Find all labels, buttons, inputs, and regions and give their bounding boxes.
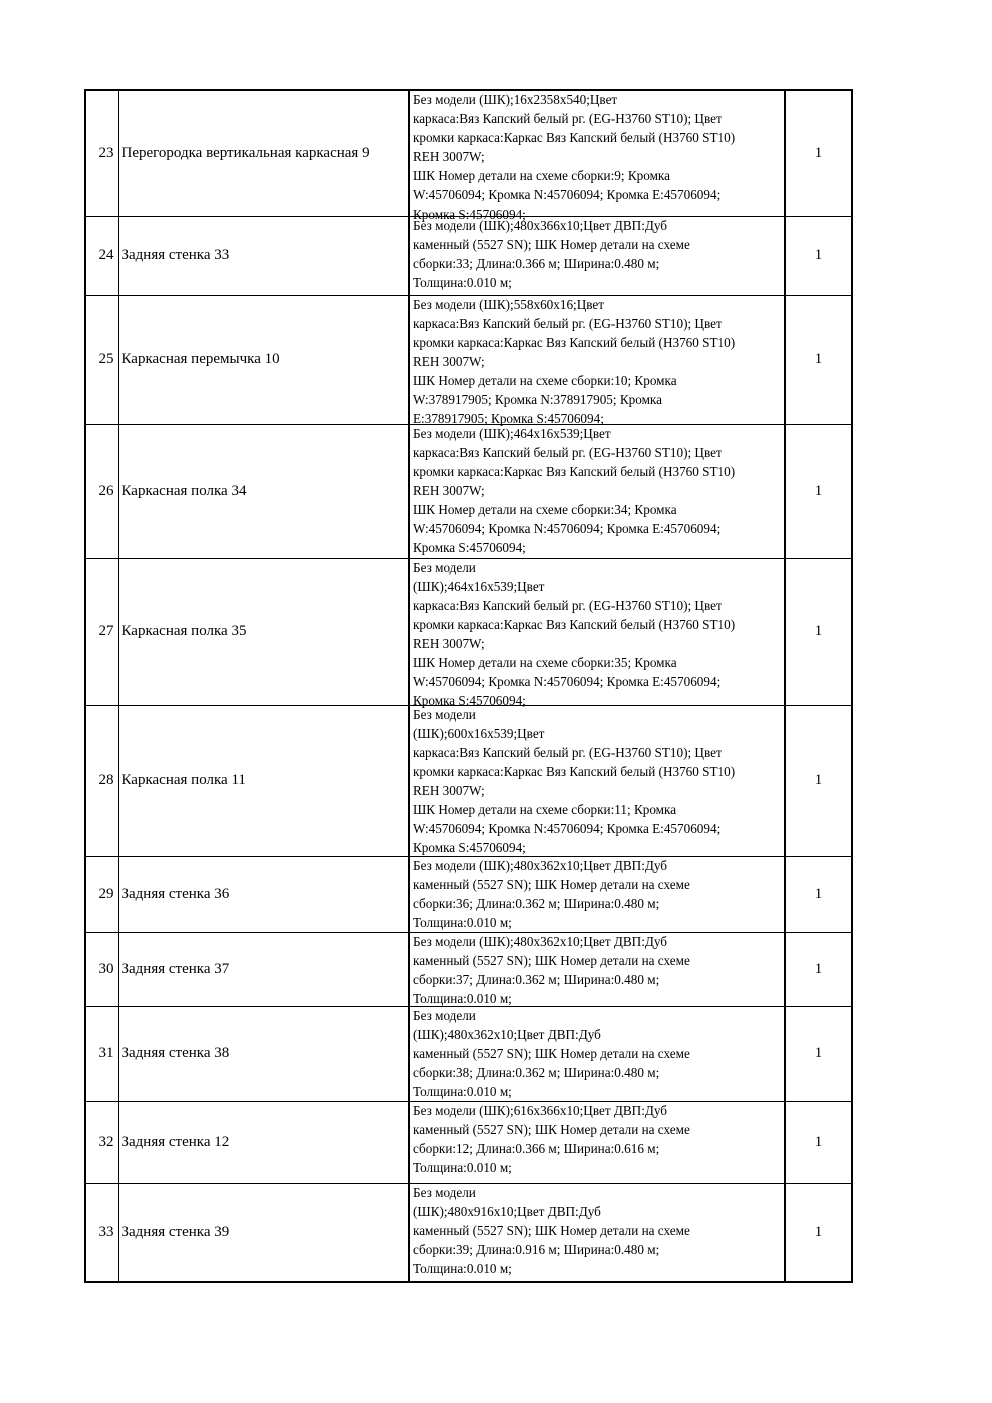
row-number: 32 [85, 1101, 118, 1183]
part-quantity: 1 [785, 705, 852, 856]
part-name: Каркасная перемычка 10 [118, 295, 409, 424]
table-row [85, 1183, 852, 1282]
table-row [85, 1006, 852, 1101]
part-quantity: 1 [785, 1183, 852, 1282]
part-description-cell [409, 90, 785, 222]
part-description-cell [409, 1183, 785, 1282]
part-name: Задняя стенка 12 [118, 1101, 409, 1183]
table-row [85, 424, 852, 558]
part-description-cell [409, 856, 785, 932]
part-description: Без модели (ШК);558x60x16;Цвет каркаса:Вяз Капский белый рг. (EG-H3760 ST10); Цвет кромки каркаса:Каркас Вяз Капский белый (H3760 ST10) REH 3007W; ШК Номер детали на схеме сборки:10; Кромка W:378917905; Кромка N:378917905; Кромка E:378917905; Кромка S:45706094; [413, 296, 736, 427]
part-name: Задняя стенка 38 [118, 1006, 409, 1101]
part-quantity: 1 [785, 856, 852, 932]
part-name: Задняя стенка 36 [118, 856, 409, 932]
part-name: Задняя стенка 37 [118, 932, 409, 1006]
part-description: Без модели (ШК);600x16x539;Цвет каркаса:Вяз Капский белый рг. (EG-H3760 ST10); Цвет кромки каркаса:Каркас Вяз Капский белый (H3760 ST10) REH 3007W; ШК Номер детали на схеме сборки:11; Кромка W:45706094; Кромка N:45706094; Кромка E:45706094; Кромка S:45706094; [413, 706, 736, 856]
part-description: Без модели (ШК);464x16x539;Цвет каркаса:Вяз Капский белый рг. (EG-H3760 ST10); Цвет кромки каркаса:Каркас Вяз Капский белый (H3760 ST10) REH 3007W; ШК Номер детали на схеме сборки:34; Кромка W:45706094; Кромка N:45706094; Кромка E:45706094; Кромка S:45706094; [413, 425, 736, 556]
part-name: Каркасная полка 11 [118, 705, 409, 856]
row-number: 27 [85, 558, 118, 705]
part-quantity: 1 [785, 1006, 852, 1101]
parts-table-body [85, 90, 852, 1282]
row-number: 23 [85, 90, 118, 216]
part-description-cell [409, 295, 785, 427]
part-description-cell [409, 558, 785, 709]
part-name: Каркасная полка 34 [118, 424, 409, 558]
part-description-cell [409, 1101, 785, 1183]
part-description-cell [409, 216, 785, 295]
part-quantity: 1 [785, 216, 852, 295]
part-description: Без модели (ШК);480x362x10;Цвет ДВП:Дуб каменный (5527 SN); ШК Номер детали на схеме сборки:37; Длина:0.362 м; Ширина:0.480 м; Толщина:0.010 м; [413, 933, 690, 1006]
part-description: Без модели (ШК);480x362x10;Цвет ДВП:Дуб каменный (5527 SN); ШК Номер детали на схеме сборки:36; Длина:0.362 м; Ширина:0.480 м; Толщина:0.010 м; [413, 857, 690, 930]
table-row [85, 90, 852, 216]
part-description-cell [409, 424, 785, 558]
part-description-cell [409, 932, 785, 1006]
part-name: Перегородка вертикальная каркасная 9 [118, 90, 409, 216]
row-number: 25 [85, 295, 118, 424]
part-name: Задняя стенка 39 [118, 1183, 409, 1282]
part-description: Без модели (ШК);480x362x10;Цвет ДВП:Дуб каменный (5527 SN); ШК Номер детали на схеме сборки:38; Длина:0.362 м; Ширина:0.480 м; Толщина:0.010 м; [413, 1007, 690, 1099]
row-number: 31 [85, 1006, 118, 1101]
part-name: Каркасная полка 35 [118, 558, 409, 705]
part-description-cell [409, 1006, 785, 1101]
row-number: 30 [85, 932, 118, 1006]
part-quantity: 1 [785, 932, 852, 1006]
table-row [85, 558, 852, 705]
part-description: Без модели (ШК);616x366x10;Цвет ДВП:Дуб каменный (5527 SN); ШК Номер детали на схеме сборки:12; Длина:0.366 м; Ширина:0.616 м; Толщина:0.010 м; [413, 1102, 690, 1175]
row-number: 29 [85, 856, 118, 932]
table-row [85, 705, 852, 856]
part-description: Без модели (ШК);16x2358x540;Цвет каркаса:Вяз Капский белый рг. (EG-H3760 ST10); Цвет кромки каркаса:Каркас Вяз Капский белый (H3760 ST10) REH 3007W; ШК Номер детали на схеме сборки:9; Кромка W:45706094; Кромка N:45706094; Кромка E:45706094; Кромка S:45706094; [413, 92, 736, 222]
table-row [85, 1101, 852, 1183]
row-number: 24 [85, 216, 118, 295]
row-number: 33 [85, 1183, 118, 1282]
part-quantity: 1 [785, 558, 852, 705]
part-name: Задняя стенка 33 [118, 216, 409, 295]
parts-sheet [84, 89, 851, 1283]
part-quantity: 1 [785, 424, 852, 558]
part-quantity: 1 [785, 295, 852, 424]
table-row [85, 216, 852, 295]
table-row [85, 295, 852, 424]
part-description: Без модели (ШК);480x366x10;Цвет ДВП:Дуб каменный (5527 SN); ШК Номер детали на схеме сборки:33; Длина:0.366 м; Ширина:0.480 м; Толщина:0.010 м; [413, 217, 690, 290]
row-number: 26 [85, 424, 118, 558]
part-quantity: 1 [785, 1101, 852, 1183]
part-description: Без модели (ШК);464x16x539;Цвет каркаса:Вяз Капский белый рг. (EG-H3760 ST10); Цвет кромки каркаса:Каркас Вяз Капский белый (H3760 ST10) REH 3007W; ШК Номер детали на схеме сборки:35; Кромка W:45706094; Кромка N:45706094; Кромка E:45706094; Кромка S:45706094; [413, 559, 736, 709]
part-description: Без модели (ШК);480x916x10;Цвет ДВП:Дуб каменный (5527 SN); ШК Номер детали на схеме сборки:39; Длина:0.916 м; Ширина:0.480 м; Толщина:0.010 м; [413, 1184, 690, 1276]
table-row [85, 932, 852, 1006]
part-description-cell [409, 705, 785, 856]
table-row [85, 856, 852, 932]
part-quantity: 1 [785, 90, 852, 216]
parts-table [84, 89, 853, 1283]
row-number: 28 [85, 705, 118, 856]
